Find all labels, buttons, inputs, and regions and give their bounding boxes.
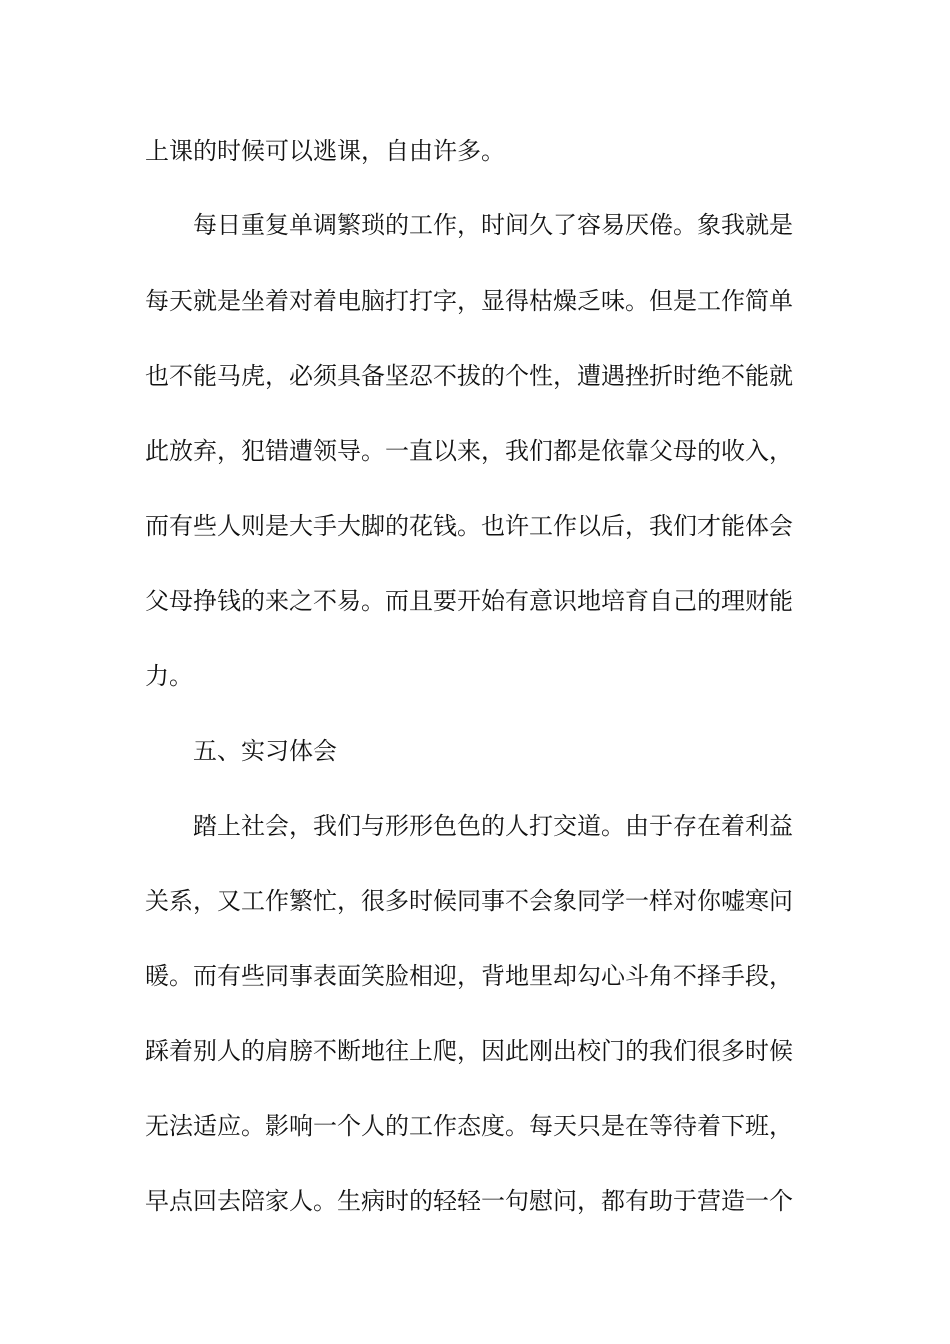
- paragraph-line: 关系，又工作繁忙，很多时候同事不会象同学一样对你嘘寒问: [145, 887, 793, 915]
- paragraph-line: 父母挣钱的来之不易。而且要开始有意识地培育自己的理财能: [145, 587, 793, 615]
- section-heading: 五、实习体会: [193, 737, 337, 765]
- paragraph-line: 无法适应。影响一个人的工作态度。每天只是在等待着下班，: [145, 1112, 793, 1140]
- paragraph-line: 上课的时候可以逃课，自由许多。: [145, 137, 505, 165]
- paragraph-line: 力。: [145, 662, 193, 690]
- paragraph-line: 此放弃，犯错遭领导。一直以来，我们都是依靠父母的收入，: [145, 437, 793, 465]
- paragraph-line: 每日重复单调繁琐的工作，时间久了容易厌倦。象我就是: [193, 211, 793, 239]
- paragraph-line: 也不能马虎，必须具备坚忍不拔的个性，遭遇挫折时绝不能就: [145, 362, 793, 390]
- paragraph-line: 踩着别人的肩膀不断地往上爬，因此刚出校门的我们很多时候: [145, 1037, 793, 1065]
- paragraph-line: 早点回去陪家人。生病时的轻轻一句慰问，都有助于营造一个: [145, 1187, 793, 1215]
- paragraph-line: 踏上社会，我们与形形色色的人打交道。由于存在着利益: [193, 812, 793, 840]
- paragraph-line: 每天就是坐着对着电脑打打字，显得枯燥乏味。但是工作简单: [145, 287, 793, 315]
- paragraph-line: 而有些人则是大手大脚的花钱。也许工作以后，我们才能体会: [145, 512, 793, 540]
- paragraph-line: 暖。而有些同事表面笑脸相迎，背地里却勾心斗角不择手段，: [145, 962, 793, 990]
